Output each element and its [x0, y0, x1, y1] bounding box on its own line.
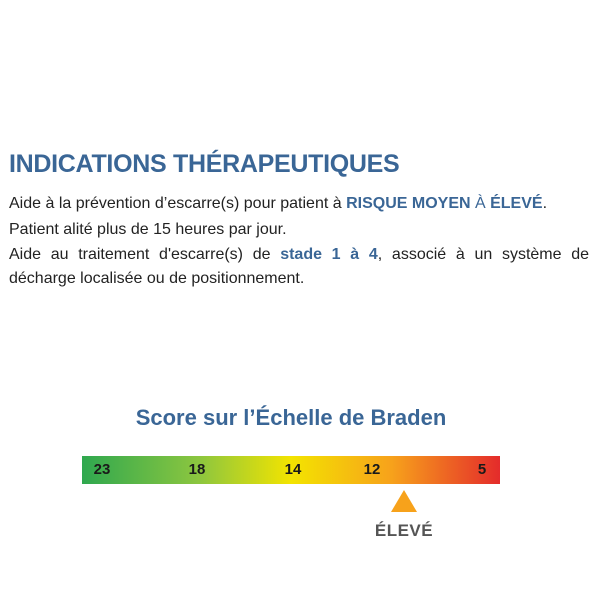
- stage-connector: à: [340, 246, 369, 263]
- braden-scale-title: Score sur l’Échelle de Braden: [135, 405, 447, 430]
- paragraph-prevention-text: Aide à la prévention d’escarre(s) pour patient à: [9, 195, 347, 212]
- paragraph-treatment-end: , associé à un système de décharge localisée ou de positionnement.: [9, 246, 590, 287]
- braden-scale-bar: [82, 456, 500, 484]
- scale-tick-18: 18: [188, 461, 206, 478]
- paragraph-prevention-end: .: [542, 195, 548, 212]
- indications-text: [9, 192, 589, 290]
- risk-medium-highlight: RISQUE MOYEN: [346, 195, 471, 212]
- scale-tick-12: 12: [363, 461, 381, 478]
- section-title: INDICATIONS THÉRAPEUTIQUES: [9, 150, 400, 178]
- risk-marker-triangle-icon: [391, 490, 417, 512]
- stage-end-highlight: 4: [368, 246, 378, 263]
- risk-level-label: ÉLEVÉ: [374, 521, 434, 540]
- risk-connector: À: [470, 195, 491, 212]
- paragraph-bedridden: Patient alité plus de 15 heures par jour.: [9, 220, 287, 238]
- risk-high-highlight: ÉLEVÉ: [490, 195, 543, 212]
- scale-tick-23: 23: [93, 461, 111, 478]
- stage-start-highlight: stade 1: [280, 246, 341, 263]
- paragraph-treatment-text: Aide au traitement d'escarre(s) de: [9, 246, 281, 263]
- paragraph-treatment: [9, 243, 589, 290]
- scale-tick-14: 14: [284, 461, 302, 478]
- scale-tick-5: 5: [477, 461, 487, 478]
- paragraph-prevention: [9, 192, 589, 216]
